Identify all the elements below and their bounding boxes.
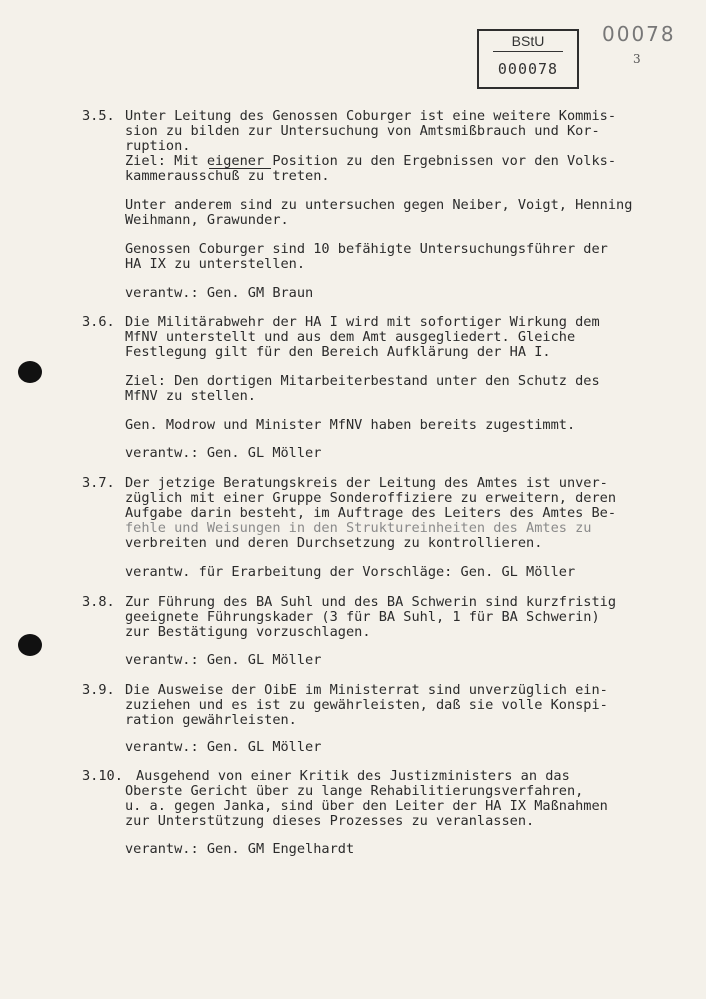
text-line: Ziel: Den dortigen Mitarbeiterbestand unter den Schutz des	[125, 373, 600, 389]
text-line: HA IX zu unterstellen.	[125, 256, 306, 272]
text-line: kammerausschuß zu treten.	[125, 168, 330, 184]
punch-hole	[18, 361, 42, 383]
text-line: MfNV zu stellen.	[125, 388, 256, 404]
responsibility-line: verantw.: Gen. GL Möller	[125, 652, 322, 668]
underline-mark	[209, 168, 271, 169]
responsibility-line: verantw.: Gen. GL Möller	[125, 739, 322, 755]
text-line: Genossen Coburger sind 10 befähigte Untersuchungsführer der	[125, 241, 608, 257]
stamp-number: 000078	[497, 60, 559, 78]
responsibility-line: verantw.: Gen. GL Möller	[125, 445, 322, 461]
text-line: Unter Leitung des Genossen Coburger ist eine weitere Kommis-	[125, 108, 617, 124]
text-line: Weihmann, Grawunder.	[125, 212, 289, 228]
section-number: 3.6.	[82, 314, 115, 330]
text-line: sion zu bilden zur Untersuchung von Amtsmißbrauch und Kor-	[125, 123, 600, 139]
text-line: Zur Führung des BA Suhl und des BA Schwerin sind kurzfristig	[125, 594, 617, 610]
text-line: Ziel: Mit eigener Position zu den Ergebnissen vor den Volks-	[125, 153, 617, 169]
text-line: ration gewährleisten.	[125, 712, 297, 728]
section-number: 3.7.	[82, 475, 115, 491]
text-line: MfNV unterstellt und aus dem Amt ausgegliedert. Gleiche	[125, 329, 576, 345]
text-line: Festlegung gilt für den Bereich Aufklärung der HA I.	[125, 344, 551, 360]
text-line: verbreiten und deren Durchsetzung zu kontrollieren.	[125, 535, 543, 551]
text-line: fehle und Weisungen in den Struktureinheiten des Amtes zu	[125, 520, 592, 536]
page-number: 3	[633, 52, 641, 66]
text-line: Der jetzige Beratungskreis der Leitung des Amtes ist unver-	[125, 475, 608, 491]
text-line: Oberste Gericht über zu lange Rehabilitierungsverfahren,	[125, 783, 584, 799]
responsibility-line: verantw.: Gen. GM Braun	[125, 285, 314, 301]
punch-hole	[18, 634, 42, 656]
section-number: 3.9.	[82, 682, 115, 698]
handwritten-number: 00078	[602, 22, 676, 46]
text-line: Unter anderem sind zu untersuchen gegen Neiber, Voigt, Henning	[125, 197, 633, 213]
text-line: Ausgehend von einer Kritik des Justizministers an das	[136, 768, 570, 784]
stamp-label: BStU	[511, 33, 545, 49]
text-line: Die Militärabwehr der HA I wird mit sofortiger Wirkung dem	[125, 314, 600, 330]
text-line: zur Bestätigung vorzuschlagen.	[125, 624, 371, 640]
responsibility-line: verantw.: Gen. GM Engelhardt	[125, 841, 355, 857]
text-line: geeignete Führungskader (3 für BA Suhl, 1 für BA Schwerin)	[125, 609, 600, 625]
text-line: ruption.	[125, 138, 191, 154]
text-line: u. a. gegen Janka, sind über den Leiter der HA IX Maßnahmen	[125, 798, 608, 814]
text-line: Gen. Modrow und Minister MfNV haben bereits zugestimmt.	[125, 417, 576, 433]
text-line: Die Ausweise der OibE im Ministerrat sind unverzüglich ein-	[125, 682, 608, 698]
stamp-divider	[493, 51, 563, 52]
text-line: zuziehen und es ist zu gewährleisten, daß sie volle Konspi-	[125, 697, 608, 713]
text-line: züglich mit einer Gruppe Sonderoffiziere zu erweitern, deren	[125, 490, 617, 506]
text-line: Aufgabe darin besteht, im Auftrage des Leiters des Amtes Be-	[125, 505, 617, 521]
section-number: 3.8.	[82, 594, 115, 610]
section-number: 3.5.	[82, 108, 115, 124]
section-number: 3.10.	[82, 768, 123, 784]
archive-stamp	[477, 29, 579, 89]
responsibility-line: verantw. für Erarbeitung der Vorschläge: Gen. GL Möller	[125, 564, 576, 580]
text-line: zur Unterstützung dieses Prozesses zu veranlassen.	[125, 813, 535, 829]
